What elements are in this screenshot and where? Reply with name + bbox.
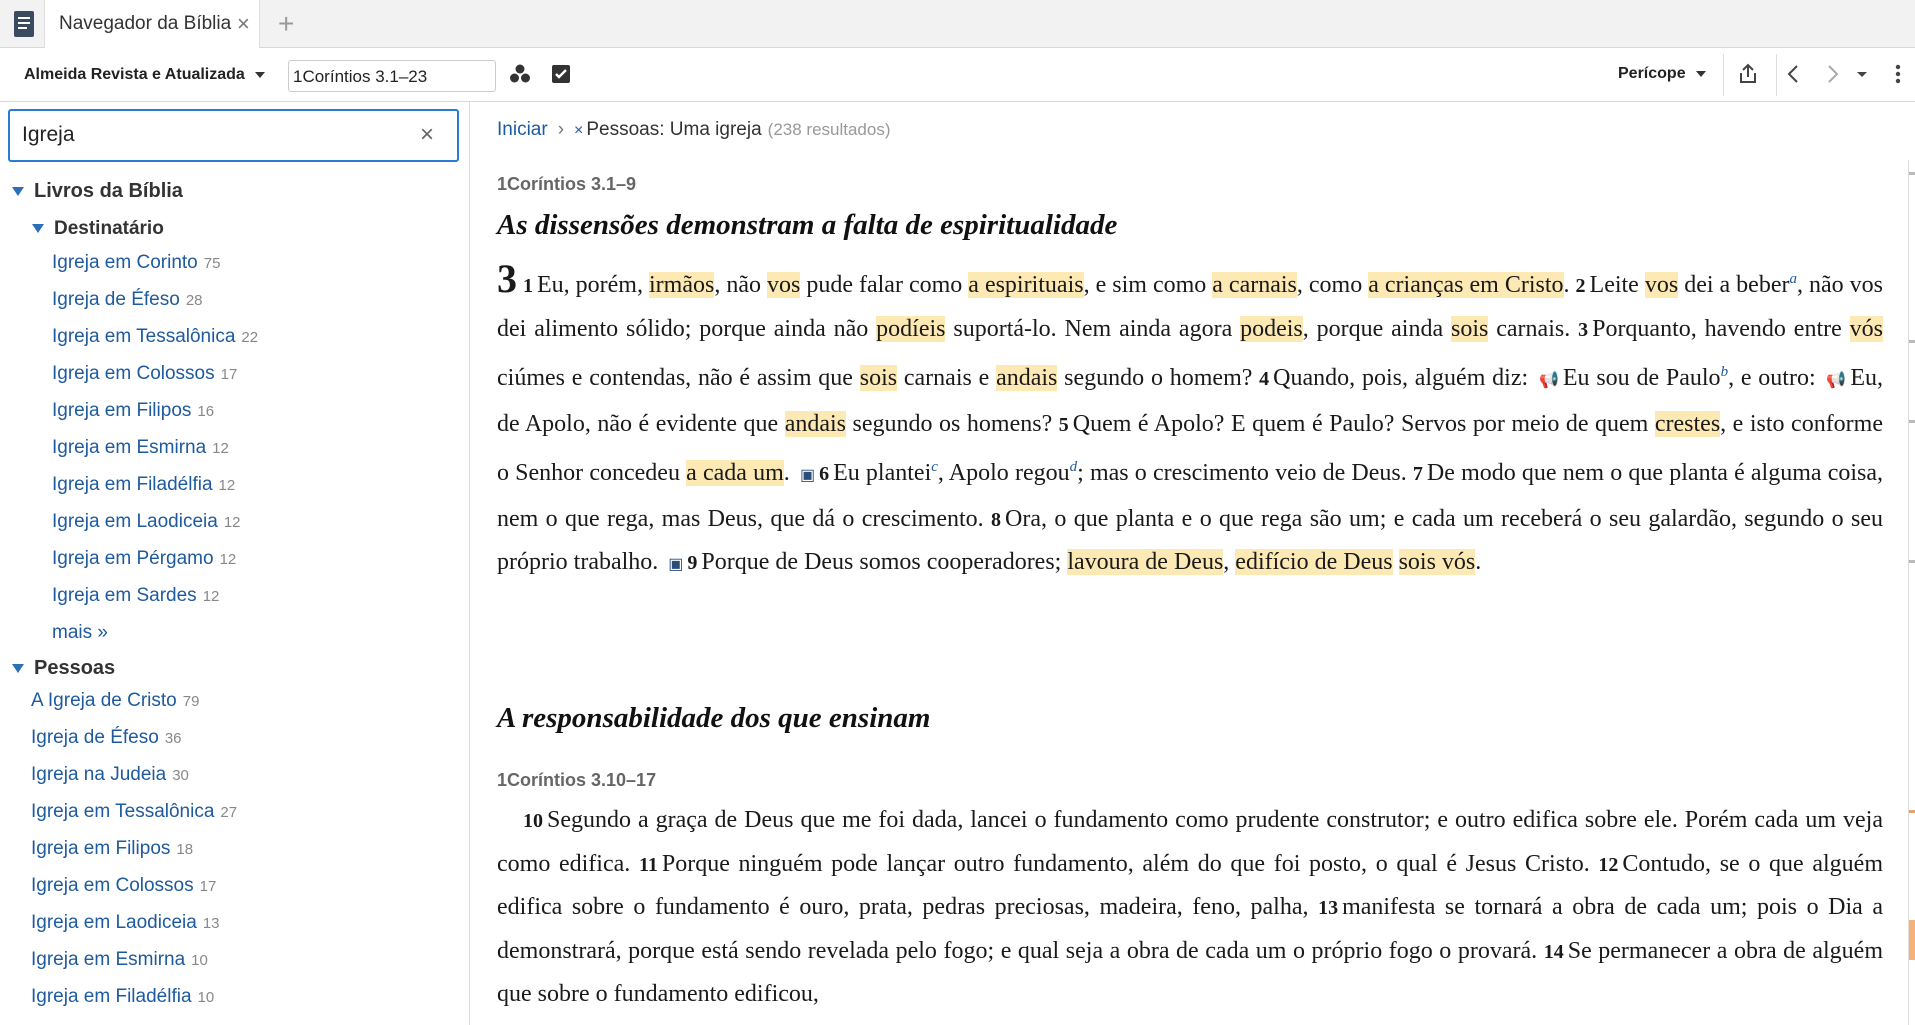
item-count: 27 (220, 804, 238, 821)
item-label: A Igreja de Cristo (31, 690, 177, 711)
list-item[interactable] (31, 949, 237, 986)
bible-browser-icon (12, 10, 36, 38)
section-heading: A responsabilidade dos que ensinam (497, 702, 931, 734)
version-dropdown[interactable] (24, 66, 265, 84)
list-item[interactable] (52, 400, 258, 437)
item-count: 10 (197, 989, 215, 1006)
footnote-marker[interactable]: a (1789, 271, 1797, 287)
search-box (8, 109, 459, 162)
breadcrumb (497, 119, 891, 141)
chevron-down-icon (255, 72, 265, 78)
list-item[interactable] (52, 548, 258, 585)
facet-sidebar (0, 102, 470, 1025)
remove-filter-icon[interactable]: × (574, 122, 584, 139)
list-item[interactable] (31, 986, 237, 1023)
item-label: Igreja em Laodiceia (31, 912, 197, 933)
item-count: 18 (176, 841, 194, 858)
list-item[interactable] (52, 437, 258, 474)
item-label: Igreja em Laodiceia (52, 511, 218, 532)
breadcrumb-separator: › (557, 119, 565, 140)
list-item[interactable] (52, 363, 258, 400)
more-link[interactable]: mais » (52, 622, 108, 643)
list-item[interactable] (31, 875, 237, 912)
tab-title: Navegador da Bíblia (59, 13, 232, 34)
list-item[interactable] (52, 326, 258, 363)
item-count: 79 (182, 693, 200, 710)
search-input[interactable] (22, 123, 402, 147)
item-count: 28 (185, 292, 203, 309)
tab-bible-browser[interactable] (44, 0, 260, 49)
item-label: Igreja em Esmirna (31, 949, 186, 970)
scripture-text: 10 Segundo a graça de Deus que me foi dada, lancei o fundamento como prudente construtor; e outro edifica sobre ele. Porém cada um veja como edifica. 11 Porque ninguém pode lançar outro fundamento, além do que foi posto, o qual é Jesus Cristo. 12 Contudo, se o que alguém edifica sobre o fundamento é ouro, prata, pedras preciosas, madeira, feno, palha, 13 manifesta se tornará a obra de cada um; pois o Dia a demonstrará, porque está sendo revelada pelo fogo; e qual seja a obra de cada um o próprio fogo o provará. 14 Se permanecer a obra de alguém que sobre o fundamento edificou, (497, 807, 1884, 1007)
group-label: Livros da Bíblia (34, 180, 183, 202)
tab-close-icon[interactable]: × (237, 11, 250, 36)
pericope-label: Perícope (1618, 65, 1686, 82)
version-label: Almeida Revista e Atualizada (24, 66, 245, 83)
result-count: (238 resultados) (767, 120, 891, 139)
scripture-text: 3 1 Eu, porém, irmãos, não vos pude falar como a espirituais, e sim como a carnais, como a crianças em Cristo. 2 Leite vos dei a beber$^a$, não vos dei alimento sólido; porque ainda não podíeis suportá-lo. Nem ainda agora podeis, porque ainda sois carnais. 3 Porquanto, havendo entre vós ciúmes e contendas, não é assim que sois carnais e andais segundo o homem? 4 Quando, pois, alguém diz: 📢 Eu sou de Paulo$^b$, e outro: 📢 Eu, de Apolo, não é evidente que andais segundo os homens? 5 Quem é Apolo? E quem é Paulo? Servos por meio de quem crestes, e isto conforme o Senhor concedeu a cada um. ▣ 6 Eu plantei$^c$, Apolo regou$^d$; mas o crescimento veio de Deus. 7 De modo que nem o que planta é alguma coisa, nem o que rega, mas Deus, que dá o crescimento. 8 Ora, o que planta e o que rega são um; e cada um receberá o seu galardão, segundo o seu próprio trabalho. ▣ 9 Porque de Deus somos cooperadores; lavoura de Deus, edifício de Deus sois vós. (497, 258, 1883, 587)
footnote-marker[interactable]: d (1069, 459, 1078, 475)
people-list (31, 690, 237, 1023)
section-heading: As dissensões demonstram a falta de espiritualidade (497, 209, 1118, 241)
speech-icon[interactable]: 📢 (1538, 372, 1559, 389)
item-label: Igreja na Judeia (31, 764, 167, 785)
list-item[interactable] (31, 727, 237, 764)
footnote-marker[interactable]: b (1720, 364, 1729, 380)
list-item[interactable] (31, 690, 237, 727)
item-count: 17 (220, 366, 238, 383)
item-label: Igreja em Tessalônica (31, 801, 215, 822)
tab-bar (0, 0, 1915, 48)
group-people[interactable] (12, 657, 115, 680)
expanded-triangle-icon (12, 187, 24, 196)
list-item[interactable] (52, 474, 258, 511)
history-dropdown-icon[interactable] (1850, 62, 1874, 86)
item-count: 12 (212, 440, 229, 457)
breadcrumb-filter: Pessoas: Uma igreja (586, 119, 762, 140)
more-options-icon[interactable] (1886, 62, 1910, 86)
group-label: Pessoas (34, 657, 116, 679)
toolbar-divider (1723, 54, 1724, 96)
media-icon[interactable]: ▣ (668, 556, 684, 573)
item-label: Igreja em Filadélfia (31, 986, 192, 1007)
pericope-reference: 1Coríntios 3.1–9 (497, 174, 637, 194)
gutter-mark (1909, 560, 1915, 563)
item-label: Igreja em Sardes (52, 585, 197, 606)
media-icon[interactable]: ▣ (799, 467, 816, 484)
expanded-triangle-icon (32, 224, 44, 233)
list-item[interactable] (52, 585, 258, 622)
item-count: 12 (202, 588, 220, 605)
clear-search-icon[interactable]: × (420, 121, 435, 148)
back-icon[interactable] (1782, 62, 1806, 86)
item-label: Igreja de Éfeso (31, 727, 159, 748)
item-label: Igreja em Filadélfia (52, 474, 213, 495)
item-label: Igreja de Éfeso (52, 289, 180, 310)
item-label: Igreja em Colossos (31, 875, 194, 896)
list-item[interactable] (52, 252, 258, 289)
item-label: Igreja em Filipos (31, 838, 171, 859)
item-label: Igreja em Tessalônica (52, 326, 236, 347)
subgroup-recipient[interactable] (32, 218, 164, 240)
list-item[interactable] (52, 511, 258, 548)
item-count: 12 (223, 514, 241, 531)
item-count: 30 (172, 767, 189, 784)
scroll-gutter[interactable] (1908, 160, 1915, 1025)
checkbox-icon[interactable] (549, 62, 573, 86)
footnote-marker[interactable]: c (931, 459, 938, 475)
new-tab-button[interactable]: + (278, 8, 295, 39)
list-item[interactable] (52, 289, 258, 326)
item-count: 13 (202, 915, 220, 932)
gutter-mark (1909, 172, 1915, 175)
list-item[interactable] (31, 838, 237, 875)
recipient-list (52, 252, 258, 622)
reference-input[interactable]: 1Coríntios 3.1–23 (288, 60, 496, 92)
toolbar-divider (1776, 54, 1777, 96)
subgroup-label: Destinatário (54, 218, 164, 239)
item-count: 12 (218, 477, 236, 494)
pericope-dropdown[interactable] (1618, 65, 1706, 83)
item-count: 17 (199, 878, 217, 895)
list-item[interactable] (31, 801, 237, 838)
speech-icon[interactable]: 📢 (1826, 372, 1847, 389)
gutter-mark (1909, 420, 1915, 423)
item-label: Igreja em Colossos (52, 363, 215, 384)
list-item[interactable] (31, 764, 237, 801)
list-item[interactable] (31, 912, 237, 949)
share-icon[interactable] (1736, 62, 1760, 86)
forward-icon[interactable] (1820, 62, 1844, 86)
item-label: Igreja em Pérgamo (52, 548, 214, 569)
reading-pane (471, 102, 1915, 1025)
item-count: 36 (164, 730, 182, 747)
gutter-mark (1909, 810, 1915, 813)
item-label: Igreja em Corinto (52, 252, 198, 273)
chevron-down-icon (1696, 71, 1706, 77)
chapter-number: 3 (497, 256, 517, 301)
toolbar (0, 48, 1915, 102)
item-count: 22 (241, 329, 259, 346)
item-label: Igreja em Filipos (52, 400, 192, 421)
item-count: 12 (219, 551, 237, 568)
item-count: 75 (203, 255, 221, 272)
item-label: Igreja em Esmirna (52, 437, 207, 458)
expanded-triangle-icon (12, 664, 24, 673)
breadcrumb-home-link[interactable]: Iniciar (497, 119, 548, 140)
visual-filter-icon[interactable] (508, 62, 532, 86)
item-count: 16 (197, 403, 215, 420)
group-books-of-bible[interactable] (12, 180, 183, 203)
gutter-mark (1909, 340, 1915, 343)
item-count: 10 (191, 952, 208, 969)
pericope-reference: 1Coríntios 3.10–17 (497, 770, 657, 790)
gutter-mark (1909, 920, 1915, 960)
